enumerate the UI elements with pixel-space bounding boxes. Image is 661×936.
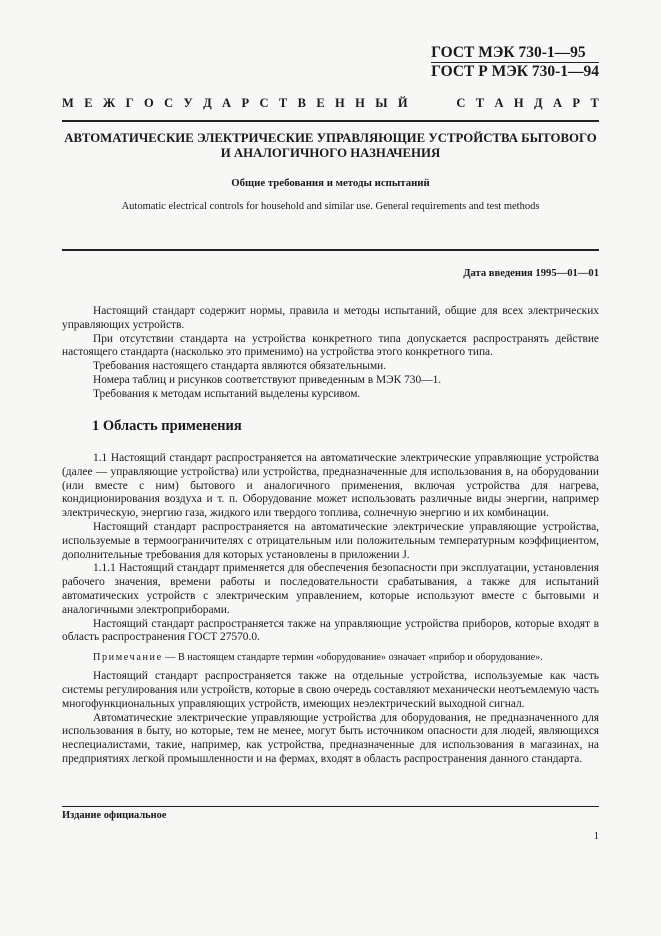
standard-type-letter: Е — [316, 96, 325, 110]
standard-type-letter: А — [222, 96, 232, 110]
standard-type-letter: Н — [335, 96, 345, 110]
standard-type-letter: В — [297, 96, 306, 110]
document-subtitle: Общие требования и методы испытаний — [231, 177, 430, 189]
intro-paragraph: Требования настоящего стандарта являются обязательными. — [93, 360, 387, 373]
document-title: АВТОМАТИЧЕСКИЕ ЭЛЕКТРИЧЕСКИЕ УПРАВЛЯЮЩИЕ УСТРОЙСТВА БЫТОВОГО И АНАЛОГИЧНОГО НАЗНАЧЕНИЯ — [64, 131, 597, 160]
footer-divider — [62, 806, 599, 807]
standard-type-letter: Р — [572, 96, 581, 110]
gost-code-1: ГОСТ МЭК 730-1—95 — [431, 44, 586, 61]
body-paragraph: Настоящий стандарт распространяется на автоматические электрические управляющие устройства, используемые в термоограничителях с отрицательным или положительным температурным коэффициентом, дополнительные требования для которых установлены в приложении J. — [62, 520, 599, 561]
word-gap — [418, 96, 446, 111]
intro-paragraph: При отсутствии стандарта на устройства конкретного типа допускается распространять действие настоящего стандарта (насколько это применимо) на устройства этого конкретного типа. — [62, 332, 599, 359]
standard-type-label — [62, 96, 599, 111]
body-paragraph: 1.1.1 Настоящий стандарт применяется для обеспечения безопасности при эксплуатации, установления рабочего значения, времени работы и последовательности срабатывания, а также для испытаний автоматических устройств с электрическим управлением, которые используют вместе с бытовыми и аналогичными электроприборами. — [62, 562, 599, 616]
standard-type-letter: Ж — [102, 96, 116, 110]
standard-type-letter: Д — [534, 96, 543, 110]
intro-paragraph: Настоящий стандарт содержит нормы, правила и методы испытаний, общие для всех электрических управляющих устройств. — [62, 305, 599, 331]
standard-type-letter: Н — [355, 96, 365, 110]
section-heading: 1 Область применения — [92, 418, 242, 434]
section-body — [62, 452, 599, 767]
intro-paragraph: Номера таблиц и рисунков соответствуют приведенным в МЭК 730—1. — [93, 373, 442, 386]
standard-type-letter: Т — [278, 96, 288, 110]
body-paragraph: 1.1 Настоящий стандарт распространяется на автоматические электрические управляющие устройства (далее — управляющие устройства) или устройства, предназначенные для использования в, на оборудовании (или вместе с ним) бытового и аналогичного применения, включая устройства для нагрева, кондиционирования воздуха и т. п. Оборудование может использовать различные виды энергии, например электрическую, энергию газа, жидкого или твердого топлива, солнечную энергию и их комбинации. — [62, 452, 599, 520]
page-number: 1 — [593, 831, 599, 842]
standard-type-letter: Д — [203, 96, 212, 110]
note-label: Примечание — [93, 652, 163, 664]
standard-type-letter: У — [183, 96, 193, 110]
standard-type-letter: Т — [590, 96, 599, 110]
intro-paragraph: Требования к методам испытаний выделены курсивом. — [93, 387, 361, 400]
standard-type-letter: Р — [241, 96, 250, 110]
standard-type-letter: О — [143, 96, 154, 110]
gost-code-2: ГОСТ Р МЭК 730-1—94 — [431, 63, 599, 80]
title-divider — [62, 249, 599, 251]
standard-type-letter: А — [494, 96, 504, 110]
standard-type-letter: Н — [513, 96, 524, 110]
gost-codes — [431, 44, 599, 81]
standard-type-letter: С — [259, 96, 269, 110]
standard-type-letter: Ы — [375, 96, 388, 110]
standard-type-letter: С — [456, 96, 466, 110]
standard-type-letter: А — [553, 96, 563, 110]
english-title: Automatic electrical controls for household and similar use. General requirements and test methods — [121, 201, 540, 212]
intro-block — [62, 305, 599, 402]
standard-type-letter: С — [164, 96, 174, 110]
standard-type-letter: Т — [475, 96, 485, 110]
body-paragraph: Автоматические электрические управляющие устройства для оборудования, не предназначенного для использования в быту, но которые, тем не менее, могут быть источником опасности для людей, являющихся неспециалистами, такие, например, как устройства, предназначенные для использования в магазинах, на предприятиях легкой промышленности и на фермах, входят в область распространения данного стандарта. — [62, 711, 599, 765]
standard-type-letter: Й — [397, 96, 408, 110]
note — [62, 651, 599, 664]
standard-type-letter: Г — [125, 96, 134, 110]
body-paragraph: Настоящий стандарт распространяется также на управляющие устройства приборов, которые входят в область распространения ГОСТ 27570.0. — [62, 617, 599, 644]
body-paragraph: Настоящий стандарт распространяется также на отдельные устройства, используемые как часть системы регулирования или устройств, которые в свою очередь составляют механически неотъемлемую часть многофункциональных управляющих устройств, имеющих неэлектрический выходной сигнал. — [62, 670, 599, 710]
standard-type-letter: Е — [84, 96, 93, 110]
effective-date: Дата введения 1995—01—01 — [463, 268, 599, 279]
top-divider — [62, 120, 599, 122]
official-edition-label: Издание официальное — [62, 810, 167, 821]
note-text: — В настоящем стандарте термин «оборудование» означает «прибор и оборудование». — [162, 652, 543, 664]
standard-type-letter: М — [62, 96, 74, 110]
